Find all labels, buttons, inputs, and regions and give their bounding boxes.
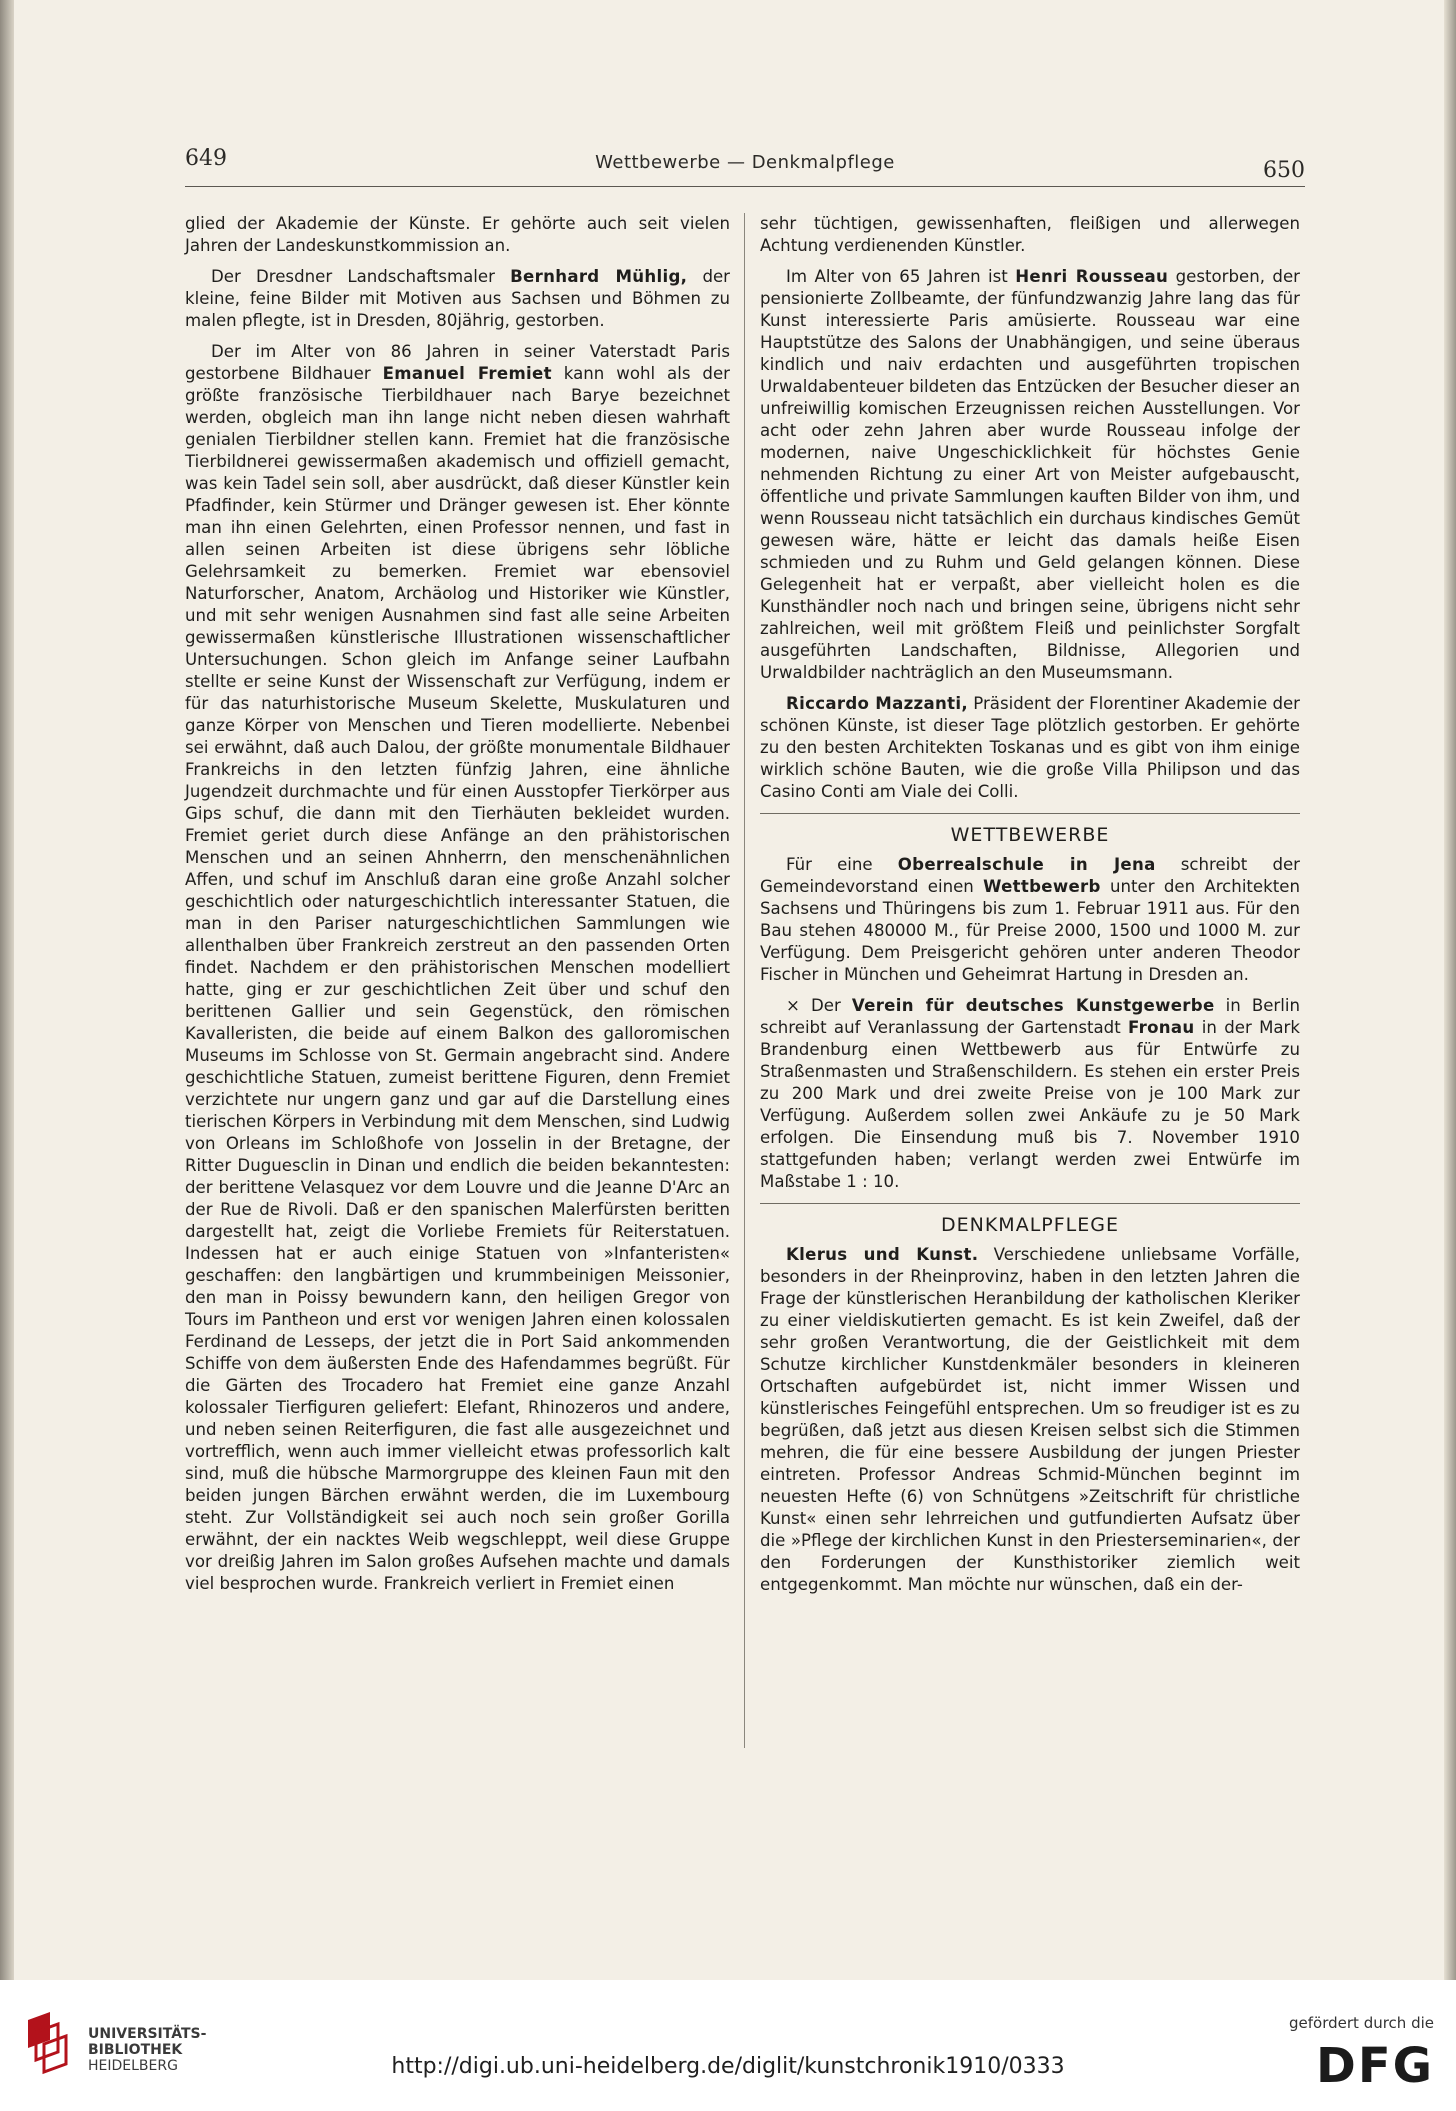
section-rule xyxy=(760,1203,1300,1204)
section-title-denkmalpflege: DENKMALPFLEGE xyxy=(941,1214,1119,1236)
paragraph: Riccardo Mazzanti, Präsident der Florentiner Akademie der schönen Künste, ist dieser Tage plötzlich gestorben. Er gehörte zu den besten Architekten Toskanas und es gibt von ihm einige wirklich schöne Bauten, wie die große Villa Philipson und das Casino Conti am Viale dei Colli. xyxy=(760,694,1301,801)
page-edge-right xyxy=(1444,0,1456,1980)
page-header xyxy=(185,140,1305,184)
person-name: Henri Rousseau xyxy=(1015,267,1169,286)
paragraph: sehr tüchtigen, gewissenhaften, fleißigen und allerwegen Achtung verdienenden Künstler. xyxy=(760,214,1300,255)
left-column xyxy=(185,213,730,1604)
section-title-wettbewerbe: WETTBEWERBE xyxy=(950,824,1110,846)
paragraph: glied der Akademie der Künste. Er gehörte auch seit vielen Jahren der Landeskunstkommission an. xyxy=(185,214,730,255)
funding-caption: gefördert durch die xyxy=(1289,2014,1434,2032)
library-name[interactable]: UNIVERSITÄTS- BIBLIOTHEK HEIDELBERG xyxy=(88,2026,207,2074)
footer-bar xyxy=(0,1980,1456,2111)
page-number-left: 649 xyxy=(185,146,227,171)
paragraph: Der im Alter von 86 Jahren in seiner Vaterstadt Paris gestorbene Bildhauer Emanuel Fremiet kann wohl als der größte französische Tierbildhauer nach Barye bezeichnet werden, obgleich man ihn lange nicht neben diesen wahrhaft genialen Tierbildner stellen kann. Fremiet hat die französische Tierbildnerei gewissermaßen akademisch und offiziell gemacht, was kein Tadel sein soll, aber ausdrückt, daß dieser Künstler kein Pfadfinder, kein Stürmer und Dränger gewesen ist. Eher könnte man ihn einen Gelehrten, einen Professor nennen, und fast in allen seinen Arbeiten ist diese übrigens sehr löbliche Gelehrsamkeit zu bemerken. Fremiet war ebensoviel Naturforscher, Anatom, Archäolog und Historiker wie Künstler, und mit sehr wenigen Ausnahmen sind fast alle seine Arbeiten gewissermaßen künstlerische Illustrationen wissenschaftlicher Untersuchungen. Schon gleich im Anfange seiner Laufbahn stellte er seine Kunst der Wissenschaft zur Verfügung, indem er für das naturhistorische Museum Skelette, Muskulaturen und ganze Körper von Menschen und Tieren modellierte. Nebenbei sei erwähnt, daß auch Dalou, der größte monumentale Bildhauer Frankreichs in den letzten fünfzig Jahren, eine ähnliche Jugendzeit durchmachte und für einen Ausstopfer Tierkörper aus Gips schuf, die dann mit den Tierhäuten bekleidet wurden. Fremiet geriet durch diese Anfänge an den prähistorischen Menschen und an seinen Ahnherrn, den menschenähnlichen Affen, und schuf im Anschluß daran eine große Anzahl solcher geschichtlich oder naturgeschichtlich interessanter Statuen, die man in den Pariser naturgeschichtlichen Sammlungen wie allenthalben über Frankreich zerstreut an den passenden Orten findet. Nachdem er den prähistorischen Menschen modelliert hatte, ging er zur geschichtlichen Zeit über und schuf den berittenen Gallier und sein Gegenstück, den römischen Kavalleristen, die beide auf einem Balkon des galloromischen Museums im Schlosse von St. Germain angebracht sind. Andere geschichtliche Statuen, zumeist berittene Figuren, denn Fremiet verzichtete nur ungern ganz und gar auf die Darstellung eines tierischen Körpers in Verbindung mit dem Menschen, sind Ludwig von Orleans im Schloßhofe von Josselin in der Bretagne, der Ritter Duguesclin in Dinan und endlich die beiden bekanntesten: der berittene Velasquez vor dem Louvre und die Jeanne D'Arc an der Rue de Rivoli. Daß er den spanischen Malerfürsten beritten dargestellt hat, zeigt die Vorliebe Fremiets für Reiterstatuen. Indessen hat er auch einige Statuen von »Infanteristen« geschaffen: den langbärtigen und krummbeinigen Meissonier, den man in Poissy bewundern kann, den heiligen Gregor von Tours im Pantheon und erst vor wenigen Jahren einen kolossalen Ferdinand de Lesseps, der jetzt die in Port Said ankommenden Schiffe von dem äußersten Ende des Hafendammes begrüßt. Für die Gärten des Trocadero hat Fremiet eine ganze Anzahl kolossaler Tierfiguren geliefert: Elefant, Rhinozeros und andere, und neben seinen Reiterfiguren, die fast alle ausgezeichnet und vortrefflich, wenn auch immer vielleicht etwas professorlich kalt sind, muß die hübsche Marmorgruppe des kleinen Faun mit den beiden jungen Bärchen erwähnt werden, die im Luxembourg steht. Zur Vollständigkeit sei auch noch sein großer Gorilla erwähnt, der ein nacktes Weib wegschleppt, weil diese Gruppe vor dreißig Jahren im Salon großes Aufsehen machte und damals viel besprochen wurde. Frankreich verliert in Fremiet einen xyxy=(185,342,730,1593)
column-divider xyxy=(744,213,745,1748)
paragraph: × Der Verein für deutsches Kunstgewerbe in Berlin schreibt auf Veranlassung der Gartenstadt Fronau in der Mark Brandenburg einen Wettbewerb aus für Entwürfe zu Straßenmasten und Straßenschildern. Es stehen ein erster Preis zu 200 Mark und drei zweite Preise von je 100 Mark zur Verfügung. Außerdem sollen zwei Ankäufe zu je 50 Mark erfolgen. Die Einsendung muß bis 7. November 1910 stattgefunden haben; verlangt werden zwei Entwürfe im Maßstabe 1 : 10. xyxy=(760,996,1300,1191)
paragraph: Im Alter von 65 Jahren ist Henri Rousseau gestorben, der pensionierte Zollbeamte, der fünfundzwanzig Jahre lang das für Kunst interessierte Paris amüsierte. Rousseau war eine Hauptstütze des Salons der Unabhängigen, und seine überaus kindlich und naiv erdachten und ausgeführten tropischen Urwaldabenteuer bildeten das Entzücken der Besucher dieser an unfreiwillig komischen Erzeugnissen reichen Ausstellungen. Vor acht oder zehn Jahren aber wurde Rousseau infolge der modernen, naive Ungeschicklichkeit für höchstes Genie nehmenden Richtung zu einer Art von Meister aufgebauscht, öffentliche und private Sammlungen kauften Bilder von ihm, und wenn Rousseau nicht tatsächlich ein durchaus kindisches Gemüt gewesen wäre, hätte er leicht das damals heiße Eisen schmieden und zu Ruhm und Geld gelangen können. Diese Gelegenheit hat er verpaßt, aber vielleicht holen es die Kunsthändler noch nach und bringen seine, übrigens nicht sehr zahlreichen, weil mit größtem Fleiß und peinlichster Sorgfalt ausgeführten Landschaften, Bildnisse, Allegorien und Urwaldbilder nachträglich an den Museumsmann. xyxy=(760,267,1300,682)
paragraph: Klerus und Kunst. Verschiedene unliebsame Vorfälle, besonders in der Rheinprovinz, haben in den letzten Jahren die Frage der künstlerischen Heranbildung der katholischen Kleriker zu einer vieldiskutierten gemacht. Es ist kein Zweifel, daß der sehr großen Verantwortung, die der Geistlichkeit mit dem Schutze kirchlicher Kunstdenkmäler besonders in kleineren Ortschaften aufgebürdet ist, nicht immer Wissen und künstlerisches Feingefühl entsprechen. Um so freudiger ist es zu begrüßen, daß jetzt aus diesen Kreisen selbst sich die Stimmen mehren, die für eine bessere Ausbildung der jungen Priester eintreten. Professor Andreas Schmid-München beginnt im neuesten Hefte (6) von Schnütgens »Zeitschrift für christliche Kunst« einen sehr lehrreichen und gutfundierten Aufsatz über die »Pflege der kirchlichen Kunst in den Priesterseminarien«, der den Forderungen der Kunsthistoriker ziemlich weit entgegenkommt. Man möchte nur wünschen, daß ein der- xyxy=(760,1245,1300,1594)
running-title: Wettbewerbe — Denkmalpflege xyxy=(595,152,895,173)
paragraph: Der Dresdner Landschaftsmaler Bernhard Mühlig, der kleine, feine Bilder mit Motiven aus Sachsen und Böhmen zu malen pflegte, ist in Dresden, 80jährig, gestorben. xyxy=(185,267,731,330)
page-number-right: 650 xyxy=(1263,158,1305,183)
right-column xyxy=(760,213,1300,1605)
page-edge-left xyxy=(0,0,14,1980)
dfg-logo-icon: DFG xyxy=(1315,2038,1434,2094)
permalink-url[interactable]: http://digi.ub.uni-heidelberg.de/diglit/kunstchronik1910/0333 xyxy=(391,2054,1065,2079)
person-name: Riccardo Mazzanti, xyxy=(786,694,968,713)
person-name: Emanuel Fremiet xyxy=(382,364,552,383)
section-rule xyxy=(760,813,1300,814)
person-name: Bernhard Mühlig, xyxy=(510,267,688,286)
header-rule xyxy=(185,186,1305,187)
paragraph: Für eine Oberrealschule in Jena schreibt der Gemeindevorstand einen Wettbewerb unter den Architekten Sachsens und Thüringens bis zum 1. Februar 1911 aus. Für den Bau stehen 480000 M., für Preise 2000, 1500 und 1000 M. zur Verfügung. Dem Preisgericht gehören unter anderen Theodor Fischer in München und Geheimrat Hartung in Dresden an. xyxy=(760,855,1301,984)
